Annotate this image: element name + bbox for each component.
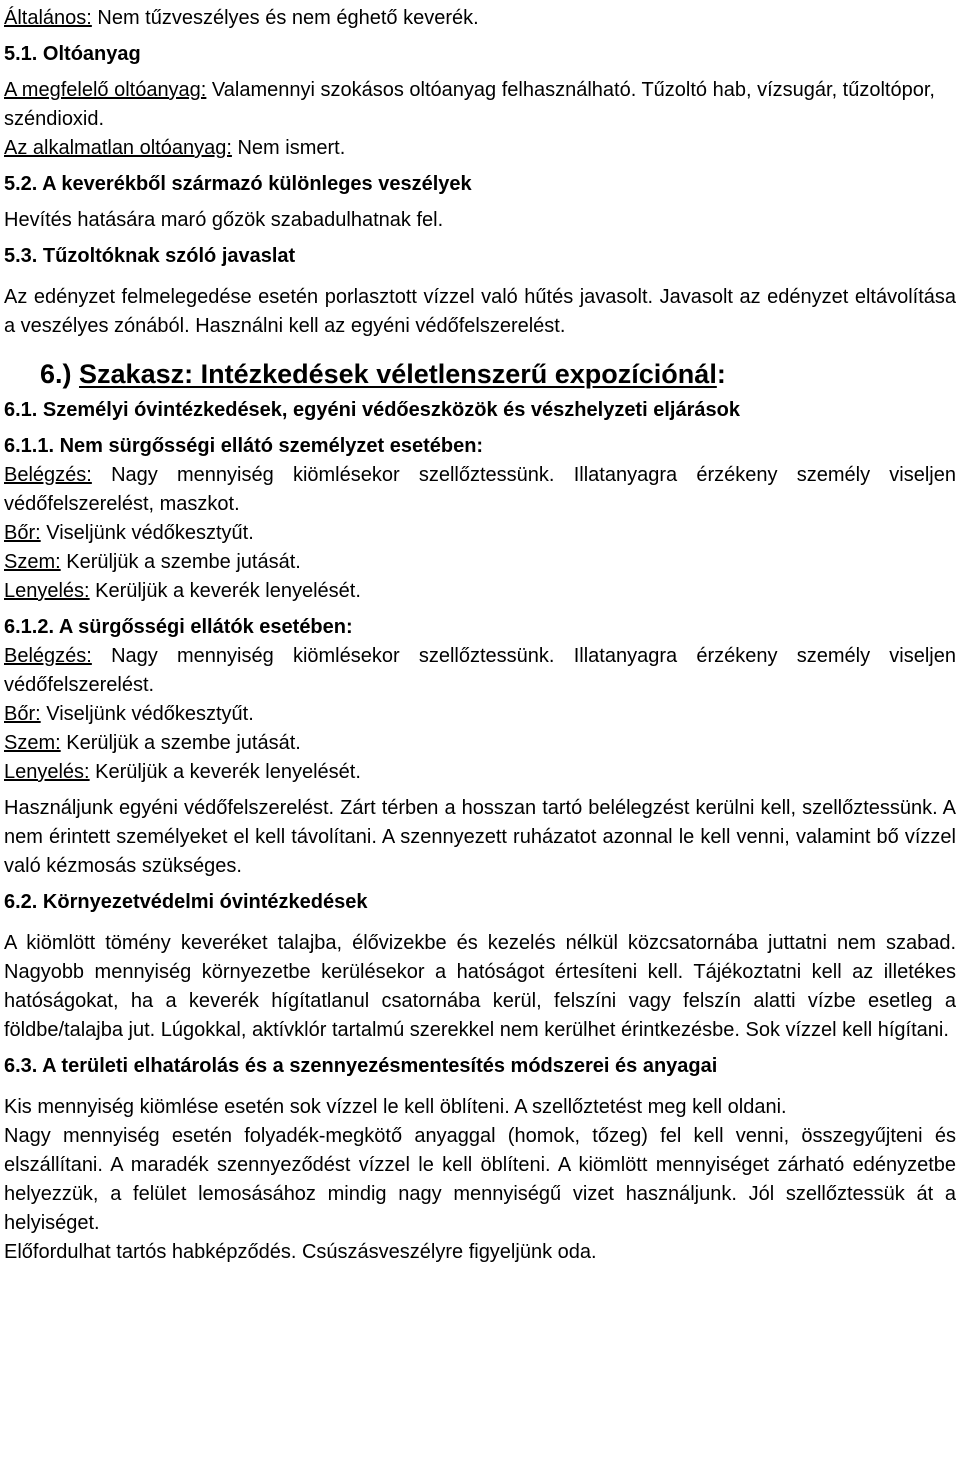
eye-text: Kerüljük a szembe jutását. — [60, 732, 301, 754]
ingestion-label: Lenyelés: — [4, 761, 90, 783]
inhalation-text: Nagy mennyiség kiömlésekor szellőztessünk. Illatanyagra érzékeny személy viseljen védőfelszerelést, maszkot. — [4, 464, 956, 515]
eye-label: Szem: — [4, 551, 61, 573]
eye-2 — [4, 729, 956, 758]
suitable-text: Valamennyi szokásos oltóanyag felhasználható. Tűzoltó hab, vízsugár, tűzoltópor, széndioxid. — [4, 79, 935, 130]
para-6-3b: Nagy mennyiség esetén folyadék-megkötő anyaggal (homok, tőzeg) fel kell venni, összegyűjteni és elszállítani. A maradék szennyeződést vízzel le kell öblíteni. A kiömlött mennyiséget zárható edényzetbe helyezzük, a felület lemosásához mindig nagy mennyiségű vizet használjunk. Jól szellőztessük át a helyiséget. — [4, 1125, 956, 1234]
general-line — [4, 4, 956, 33]
section-6-number: 6.) — [40, 359, 72, 389]
para-5-3: Az edényzet felmelegedése esetén porlasztott vízzel való hűtés javasolt. Javasolt az edényzet eltávolítása a veszélyes zónából. Használni kell az egyéni védőfelszerelést. — [4, 286, 956, 337]
inhalation-2 — [4, 642, 956, 700]
section-6-title: Szakasz: Intézkedések véletlenszerű expozíciónál — [79, 359, 717, 389]
section-6-heading — [40, 357, 956, 391]
skin-text: Viseljünk védőkesztyűt. — [40, 703, 254, 725]
document-page — [4, 4, 956, 1267]
inhalation-1 — [4, 461, 956, 519]
unsuitable-agent — [4, 134, 956, 163]
inhalation-label: Belégzés: — [4, 645, 92, 667]
heading-5-2: 5.2. A keverékből származó különleges veszélyek — [4, 173, 472, 195]
heading-6-2: 6.2. Környezetvédelmi óvintézkedések — [4, 891, 368, 913]
eye-text: Kerüljük a szembe jutását. — [60, 551, 301, 573]
unsuitable-text: Nem ismert. — [231, 137, 346, 159]
skin-label: Bőr: — [4, 522, 41, 544]
ingestion-2 — [4, 758, 956, 787]
ingestion-1 — [4, 577, 956, 606]
heading-6-1-1: 6.1.1. Nem sürgősségi ellátó személyzet esetében: — [4, 435, 484, 457]
skin-1 — [4, 519, 956, 548]
eye-1 — [4, 548, 956, 577]
para-6-2: A kiömlött tömény keveréket talajba, élővizekbe és kezelés nélkül közcsatornába juttatni nem szabad. Nagyobb mennyiség környezetbe kerülésekor a hatóságot értesíteni kell. Tájékoztatni kell az illetékes hatóságokat, ha a keverék hígítatlanul csatornába kerül, felszíni vagy felszín alatti vízbe esetleg a földbe/talajba jut. Lúgokkal, aktívklór tartalmú szerekkel nem kerülhet érintkezésbe. Sok vízzel kell hígítani. — [4, 932, 956, 1041]
eye-label: Szem: — [4, 732, 61, 754]
para-5-2: Hevítés hatására maró gőzök szabadulhatnak fel. — [4, 209, 444, 231]
heading-5-1: 5.1. Oltóanyag — [4, 43, 141, 65]
unsuitable-label: Az alkalmatlan oltóanyag: — [4, 137, 232, 159]
general-text: Nem tűzveszélyes és nem éghető keverék. — [91, 7, 479, 29]
heading-6-3: 6.3. A területi elhatárolás és a szennyezésmentesítés módszerei és anyagai — [4, 1055, 718, 1077]
suitable-label: A megfelelő oltóanyag: — [4, 79, 207, 101]
general-label: Általános: — [4, 7, 92, 29]
para-6-3a: Kis mennyiség kiömlése esetén sok vízzel le kell öblíteni. A szellőztetést meg kell oldani. — [4, 1096, 787, 1118]
heading-6-1-2: 6.1.2. A sürgősségi ellátók esetében: — [4, 616, 353, 638]
ingestion-text: Kerüljük a keverék lenyelését. — [89, 580, 361, 602]
ingestion-label: Lenyelés: — [4, 580, 90, 602]
para-6-1-general: Használjunk egyéni védőfelszerelést. Zárt térben a hosszan tartó belélegzést kerülni kell, szellőztessünk. A nem érintett személyeket el kell távolítani. A szennyezett ruházatot azonnal le kell venni, valamint bő vízzel való kézmosás szükséges. — [4, 797, 956, 877]
skin-label: Bőr: — [4, 703, 41, 725]
skin-text: Viseljünk védőkesztyűt. — [40, 522, 254, 544]
section-6-colon: : — [716, 359, 726, 389]
inhalation-text: Nagy mennyiség kiömlésekor szellőztessünk. Illatanyagra érzékeny személy viseljen védőfelszerelést. — [4, 645, 956, 696]
suitable-agent — [4, 76, 956, 134]
para-6-3c: Előfordulhat tartós habképződés. Csúszásveszélyre figyeljünk oda. — [4, 1241, 597, 1263]
ingestion-text: Kerüljük a keverék lenyelését. — [89, 761, 361, 783]
heading-5-3: 5.3. Tűzoltóknak szóló javaslat — [4, 245, 296, 267]
inhalation-label: Belégzés: — [4, 464, 92, 486]
heading-6-1: 6.1. Személyi óvintézkedések, egyéni védőeszközök és vészhelyzeti eljárások — [4, 399, 740, 421]
skin-2 — [4, 700, 956, 729]
